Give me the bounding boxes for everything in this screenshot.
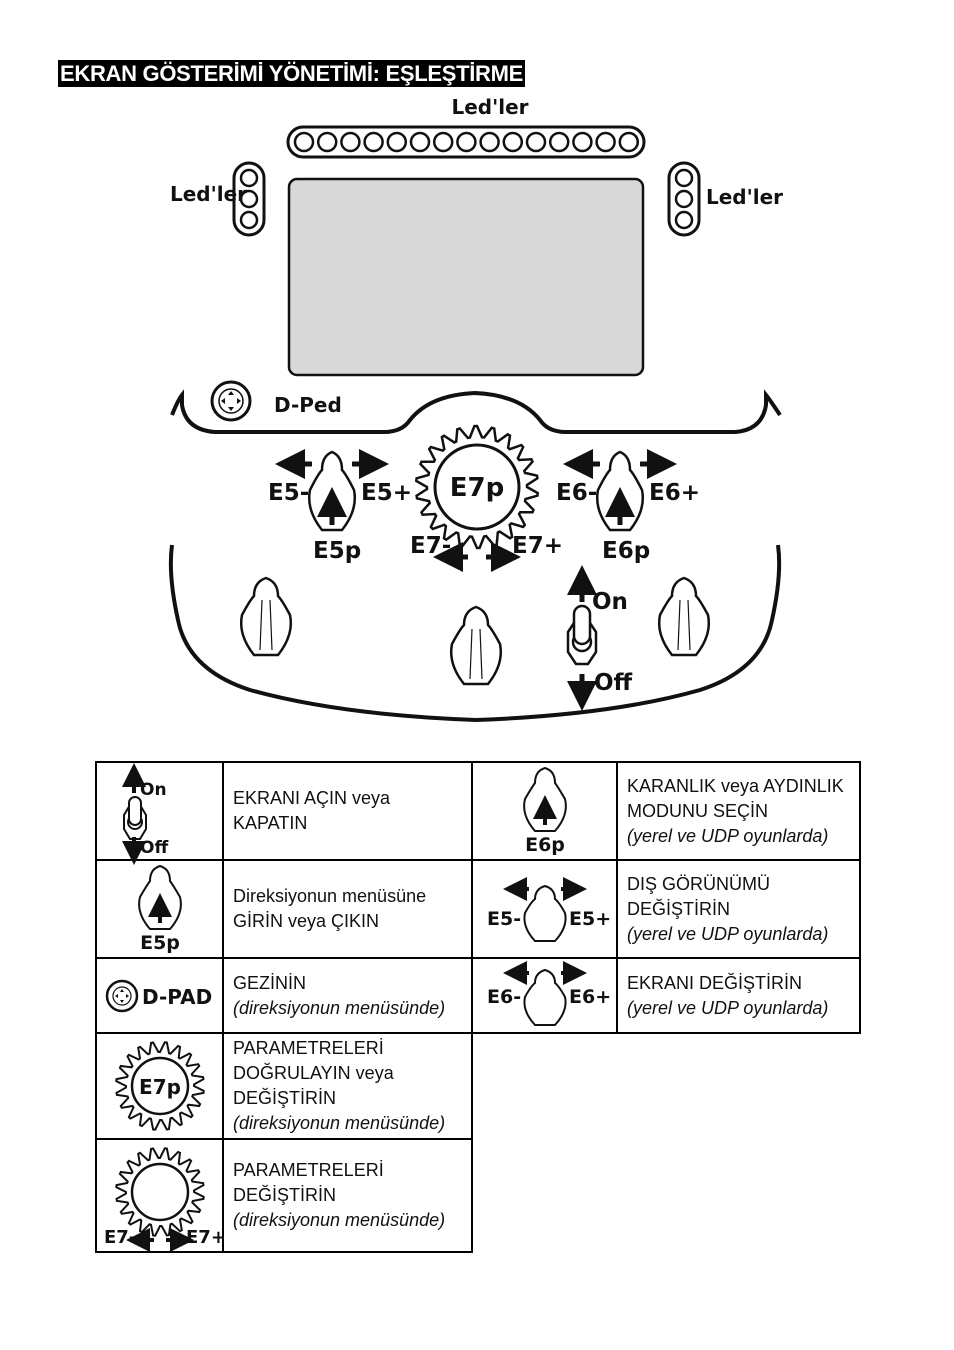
- dpad-icon: [212, 382, 250, 420]
- svg-text:E6+: E6+: [568, 985, 611, 1008]
- off-label: Off: [594, 670, 633, 696]
- led-light: [527, 133, 545, 151]
- led-light: [388, 133, 406, 151]
- e5p-label: E5p: [313, 538, 362, 564]
- led-light: [295, 133, 313, 151]
- svg-text:E7+: E7+: [185, 1226, 226, 1248]
- svg-text:E5p: E5p: [139, 932, 180, 954]
- led-light: [620, 133, 638, 151]
- e7-rotate-gear-icon: [102, 1144, 226, 1248]
- lower-right-knob: [659, 578, 709, 655]
- leds-left-label: Led'ler: [170, 182, 248, 206]
- e5p-icon-cell: [96, 860, 223, 958]
- led-light: [573, 133, 591, 151]
- dpad-icon: [102, 971, 218, 1021]
- leds-top-label: Led'ler: [451, 95, 529, 119]
- led-light: [365, 133, 383, 151]
- e5-minus-label: E5-: [268, 480, 310, 506]
- e6-minus-label: E6-: [556, 480, 598, 506]
- lower-center-knob: [451, 607, 501, 684]
- svg-text:E7-: E7-: [103, 1226, 136, 1248]
- table-row: [96, 1139, 860, 1252]
- e6-rotate-knob-icon: [485, 961, 611, 1031]
- svg-text:E6p: E6p: [524, 834, 565, 856]
- e5p-knob-icon: [125, 863, 195, 955]
- e7p-label: E7p: [449, 473, 505, 503]
- e7p-gear-icon: [110, 1038, 210, 1134]
- cell-text: PARAMETRELERİ DEĞİŞTİRİN (direksiyonun menüsünde): [223, 1139, 472, 1252]
- e6p-icon-cell: [472, 762, 617, 860]
- toggle-switch-icon-cell: [96, 762, 223, 860]
- cell-text: PARAMETRELERİ DOĞRULAYIN veya DEĞİŞTİRİN (direksiyonun menüsünde): [223, 1033, 472, 1139]
- leds-right-label: Led'ler: [706, 185, 784, 209]
- table-row: [96, 958, 860, 1033]
- e5-rotate-knob-icon: [485, 869, 611, 949]
- e5-plus-label: E5+: [361, 480, 412, 506]
- e6p-knob-icon: [510, 765, 580, 857]
- e6-plus-label: E6+: [649, 480, 700, 506]
- on-label: On: [592, 589, 628, 615]
- led-light: [434, 133, 452, 151]
- lower-left-knob: [241, 578, 291, 655]
- cell-text: EKRANI AÇIN veya KAPATIN: [223, 762, 472, 860]
- e6p-label: E6p: [602, 538, 651, 564]
- table-row: [96, 762, 860, 860]
- led-light: [318, 133, 336, 151]
- e7-rotate-icon-cell: [96, 1139, 226, 1252]
- toggle-switch-icon: [120, 765, 200, 857]
- table-row: [96, 1033, 860, 1139]
- right-led-cluster: [669, 163, 699, 235]
- cell-text: KARANLIK veya AYDINLIK MODUNU SEÇİN (yerel ve UDP oyunlarda): [617, 762, 860, 860]
- control-mapping-table: [95, 761, 861, 1253]
- svg-text:E5+: E5+: [568, 908, 611, 930]
- svg-text:E6-: E6-: [486, 985, 521, 1008]
- led-light: [411, 133, 429, 151]
- dpad-label: D-Ped: [274, 393, 342, 417]
- led-light: [597, 133, 615, 151]
- led-light: [481, 133, 499, 151]
- e6-rotate-icon-cell: [472, 958, 617, 1033]
- e5-rotate-icon-cell: [472, 860, 617, 958]
- cell-text: DIŞ GÖRÜNÜMÜ DEĞİŞTİRİN (yerel ve UDP oyunlarda): [617, 860, 860, 958]
- led-light: [504, 133, 522, 151]
- svg-text:On: On: [139, 780, 167, 800]
- e7p-icon-cell: [96, 1033, 223, 1139]
- led-light: [457, 133, 475, 151]
- top-led-strip: [288, 127, 644, 157]
- svg-text:D-PAD: D-PAD: [141, 984, 212, 1009]
- cell-text: EKRANI DEĞİŞTİRİN (yerel ve UDP oyunlarda): [617, 958, 860, 1033]
- led-light: [341, 133, 359, 151]
- svg-text:E5-: E5-: [486, 908, 521, 930]
- dpad-icon-cell: [96, 958, 223, 1033]
- led-light: [550, 133, 568, 151]
- cell-text: GEZİNİN (direksiyonun menüsünde): [223, 958, 472, 1033]
- svg-text:Off: Off: [139, 838, 168, 858]
- cell-text: Direksiyonun menüsüne GİRİN veya ÇIKIN: [223, 860, 472, 958]
- e7-plus-label: E7+: [512, 533, 563, 559]
- table-row: [96, 860, 860, 958]
- e7-minus-label: E7-: [410, 533, 452, 559]
- page-title: EKRAN GÖSTERİMİ YÖNETİMİ: EŞLEŞTİRME: [60, 61, 524, 86]
- svg-text:E7p: E7p: [138, 1075, 181, 1099]
- display-screen: [289, 179, 643, 375]
